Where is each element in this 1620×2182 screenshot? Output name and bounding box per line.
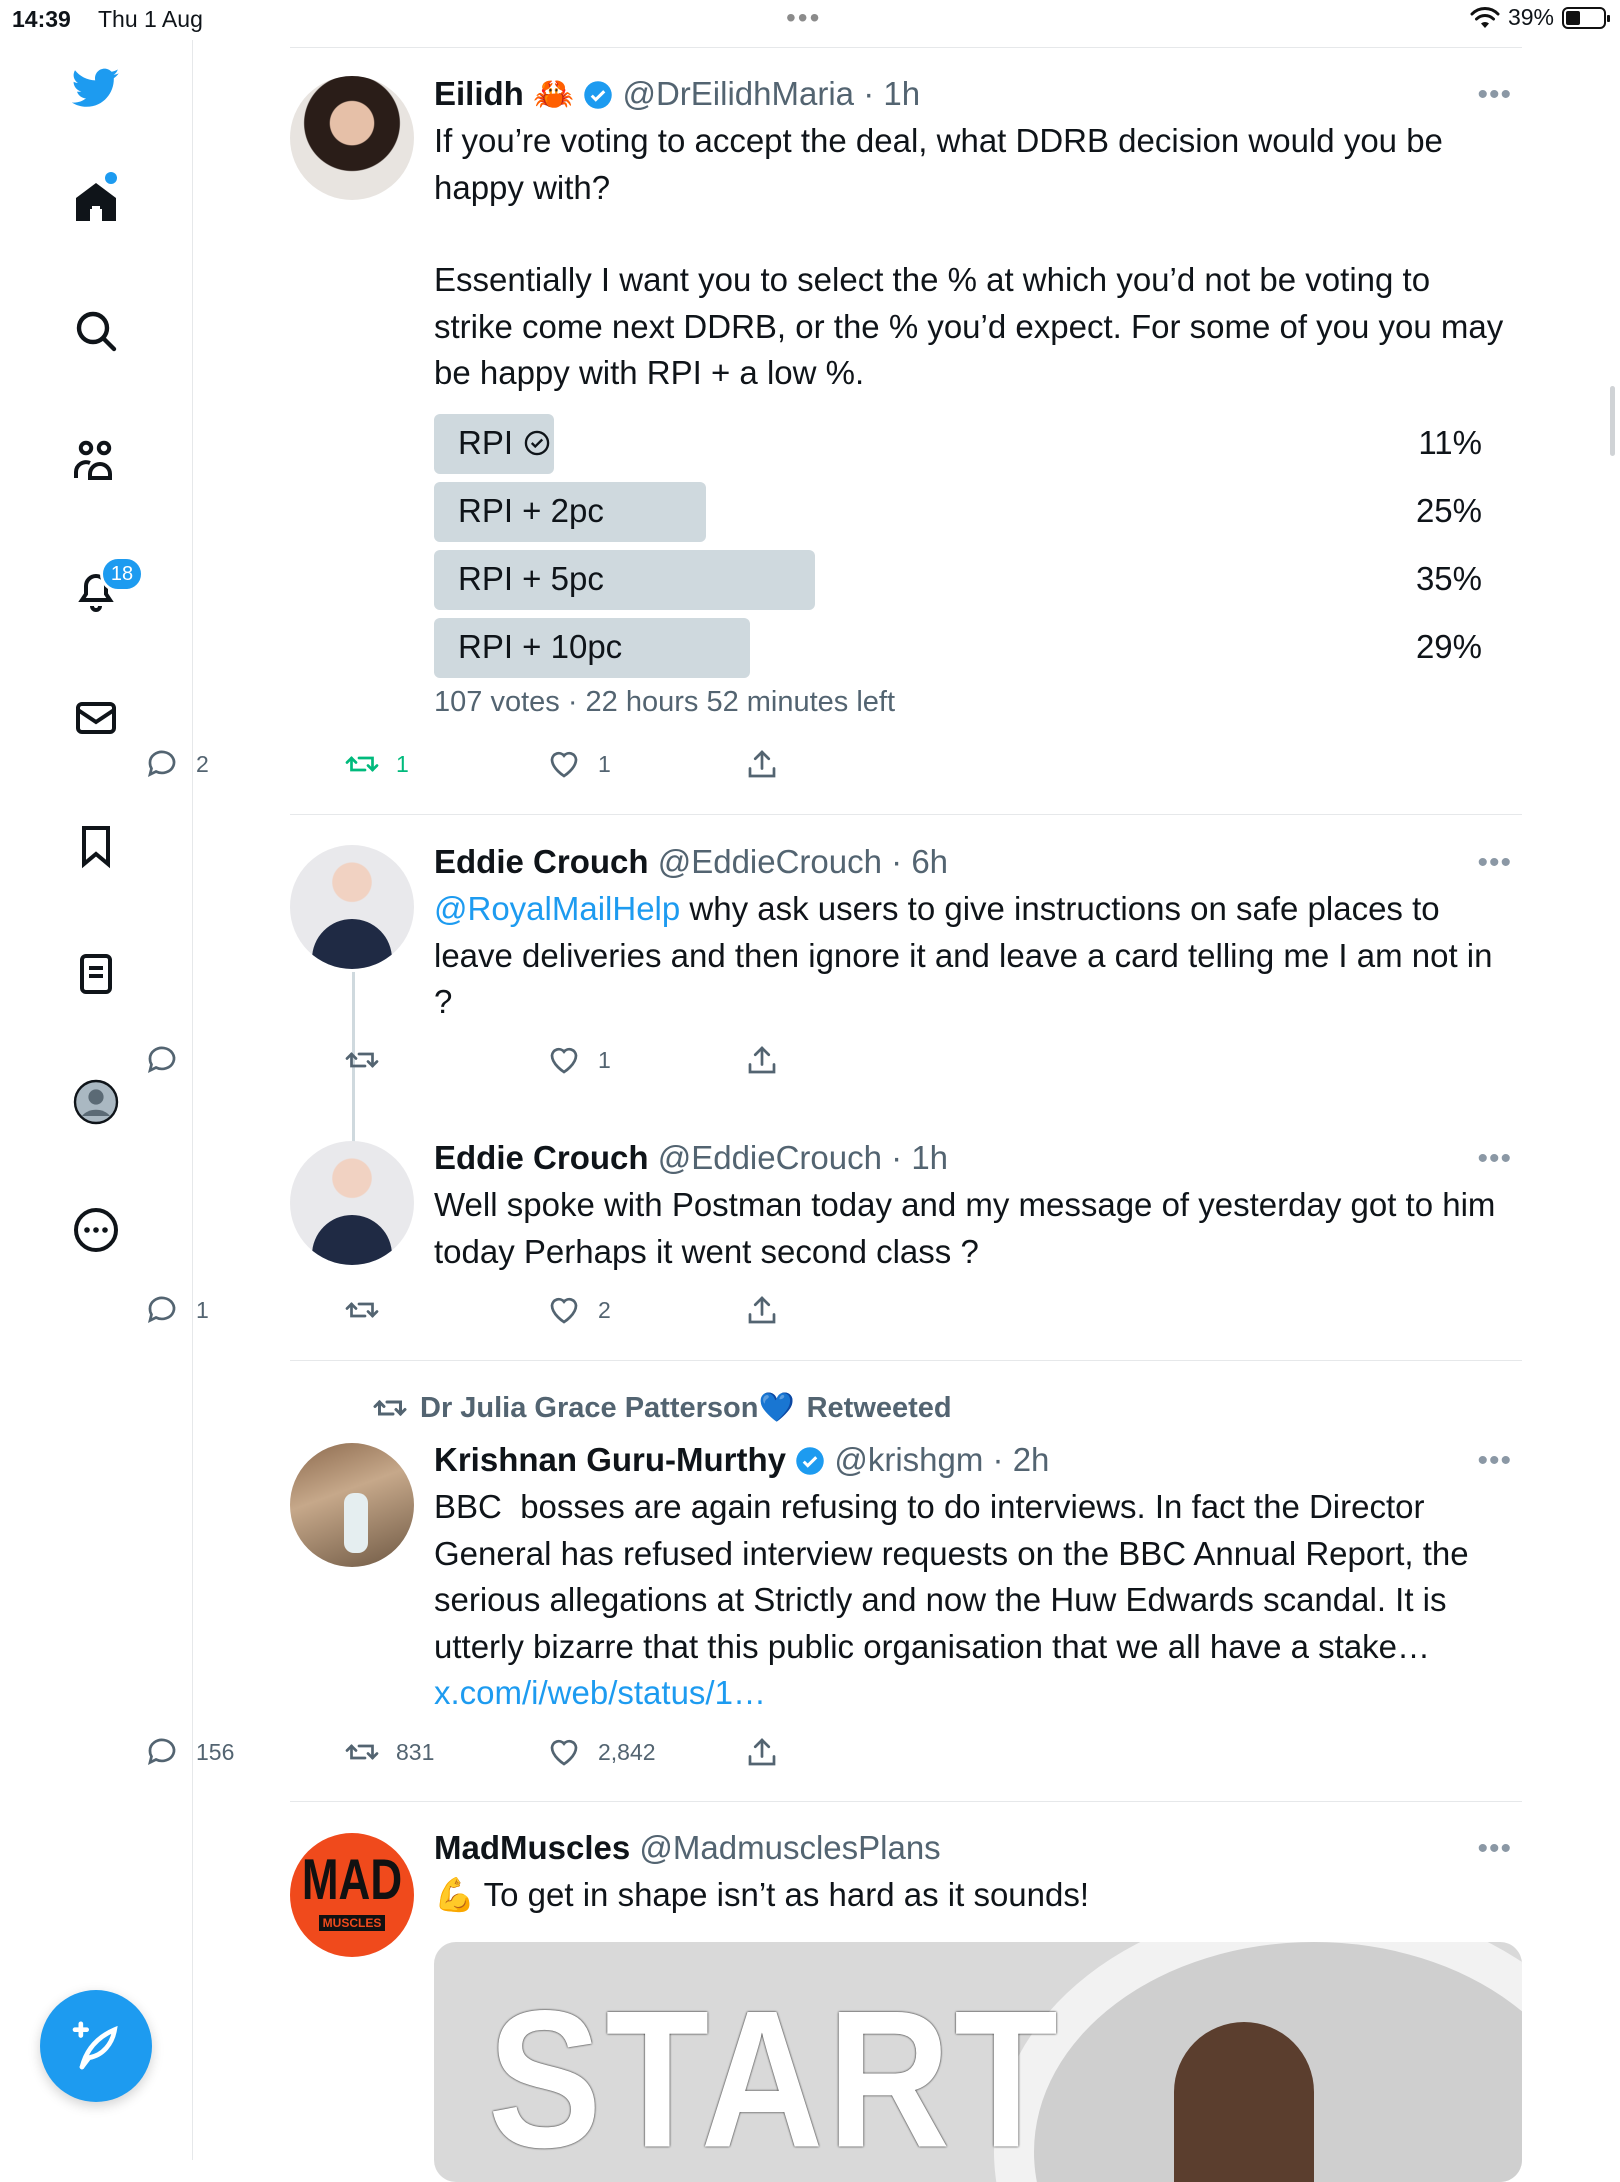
poll-option-percent: 25% — [1415, 492, 1482, 529]
battery-icon — [1562, 7, 1606, 29]
messages-icon[interactable] — [70, 692, 122, 744]
tweet-krishnan-guru-murthy[interactable] — [290, 1438, 1522, 1738]
compose-feather-icon — [68, 2018, 124, 2074]
tweet-text: 💪 To get in shape isn’t as hard as it sounds! — [434, 1876, 1090, 1913]
status-time: 14:39 — [12, 6, 71, 32]
tweet-header — [434, 72, 1514, 116]
lists-icon[interactable] — [70, 948, 122, 1000]
tweet-header — [434, 1136, 1514, 1180]
share-button[interactable] — [744, 1292, 780, 1328]
share-button[interactable] — [744, 746, 780, 782]
heart-icon — [546, 746, 582, 782]
share-icon — [744, 746, 780, 782]
tweet-time[interactable]: · 6h — [891, 843, 949, 880]
status-right — [1470, 4, 1606, 31]
divider — [290, 47, 1522, 48]
search-icon[interactable] — [70, 305, 122, 357]
retweet-icon — [344, 1292, 380, 1328]
poll-option-percent: 35% — [1415, 560, 1482, 597]
madmuscles-logo[interactable]: MAD MUSCLES — [290, 1833, 414, 1957]
bookmarks-icon[interactable] — [70, 820, 122, 872]
share-icon — [744, 1292, 780, 1328]
status-date: Thu 1 Aug — [98, 6, 203, 32]
retweeted-by-label[interactable] — [372, 1390, 952, 1426]
media-overlay-text: START — [488, 1970, 1062, 2182]
reply-icon — [144, 1292, 180, 1328]
tweet-link[interactable]: x.com/i/web/status/1… — [434, 1674, 766, 1711]
divider — [290, 1801, 1522, 1802]
share-button[interactable] — [744, 1042, 780, 1078]
divider — [290, 1360, 1522, 1361]
multitasking-dots-icon[interactable]: ••• — [786, 2, 822, 33]
tweet-header — [434, 1826, 1514, 1870]
poll-option-label: RPI + 10pc — [458, 628, 623, 665]
like-button[interactable]: 1 — [546, 1042, 611, 1078]
author-name[interactable]: MadMuscles — [434, 1829, 631, 1866]
poll-option-percent: 11% — [1418, 424, 1482, 461]
author-handle[interactable]: @EddieCrouch — [657, 843, 882, 880]
poll — [434, 414, 1504, 719]
twitter-logo-icon[interactable] — [70, 62, 122, 114]
tweet-text: Well spoke with Postman today and my message of yesterday got to him today Perhaps it went second class ? — [434, 1186, 1505, 1270]
poll-option-percent: 29% — [1415, 628, 1482, 665]
reply-icon — [144, 746, 180, 782]
more-options-icon[interactable] — [70, 1204, 122, 1256]
more-icon[interactable]: ••• — [1477, 846, 1512, 879]
avatar[interactable] — [290, 76, 414, 200]
retweeter-name[interactable]: Dr Julia Grace Patterson💙 — [420, 1392, 795, 1424]
poll-option-label: RPI — [458, 424, 551, 462]
retweet-button[interactable] — [344, 1292, 396, 1328]
scrollbar-thumb[interactable] — [1610, 386, 1615, 456]
like-button[interactable]: 2,842 — [546, 1734, 656, 1770]
tweet-actions — [144, 1042, 1144, 1082]
reply-button[interactable]: 2 — [144, 746, 209, 782]
mention-link[interactable]: @RoyalMailHelp — [434, 890, 681, 927]
share-icon — [744, 1734, 780, 1770]
tweet-time[interactable]: · 1h — [891, 1139, 949, 1176]
tweet-time[interactable]: · 2h — [992, 1441, 1050, 1478]
poll-meta: 107 votes · 22 hours 52 minutes left — [434, 686, 896, 718]
poll-selected-check-icon — [523, 429, 551, 457]
divider — [290, 814, 1522, 815]
reply-button[interactable] — [144, 1042, 196, 1078]
tweet-text: @RoyalMailHelp why ask users to give instructions on safe places to leave deliveries and then ignore it and leave a card telling me I am not in ? — [434, 890, 1502, 1020]
poll-option[interactable] — [434, 414, 1504, 474]
profile-avatar-icon[interactable] — [70, 1076, 122, 1128]
author-handle[interactable]: @DrEilidhMaria — [622, 75, 855, 112]
more-icon[interactable]: ••• — [1477, 78, 1512, 111]
home-unread-dot — [105, 172, 117, 184]
tweet-media-image[interactable] — [434, 1942, 1522, 2182]
share-button[interactable] — [744, 1734, 780, 1770]
tweet-actions — [144, 1734, 1144, 1774]
author-name[interactable]: Eilidh — [434, 75, 524, 112]
tweet-time[interactable]: · 1h — [863, 75, 921, 112]
tweet-text: BBC bosses are again refusing to do interviews. In fact the Director General has refused interview requests on the BBC Annual Report, the serious allegations at Strictly and now the Huw Edwards scandal. It is utterly bizarre that this public organisation that we all have a stake… — [434, 1488, 1478, 1665]
tweet-actions — [144, 746, 1144, 786]
author-name[interactable]: Eddie Crouch — [434, 843, 649, 880]
author-name[interactable]: Eddie Crouch — [434, 1139, 649, 1176]
battery-percent: 39% — [1507, 4, 1554, 30]
author-handle[interactable]: @krishgm — [834, 1441, 984, 1478]
reply-icon — [144, 1042, 180, 1078]
tweet-text-paragraph-1: If you’re voting to accept the deal, what DDRB decision would you be happy with? — [434, 122, 1453, 206]
verified-badge-icon — [795, 1446, 825, 1476]
retweet-icon — [344, 1042, 380, 1078]
retweet-button[interactable]: 1 — [344, 746, 409, 782]
retweet-icon — [344, 746, 380, 782]
avatar[interactable] — [290, 1443, 414, 1567]
tweet-actions — [144, 1292, 1144, 1332]
avatar[interactable] — [290, 845, 414, 969]
reply-button[interactable]: 156 — [144, 1734, 234, 1770]
share-icon — [744, 1042, 780, 1078]
poll-option[interactable] — [434, 482, 1504, 542]
home-icon[interactable] — [70, 176, 122, 228]
retweeted-text: Retweeted — [806, 1391, 952, 1424]
more-icon[interactable]: ••• — [1477, 1832, 1512, 1865]
reply-button[interactable]: 1 — [144, 1292, 209, 1328]
retweet-button[interactable]: 831 — [344, 1734, 434, 1770]
like-button[interactable]: 2 — [546, 1292, 611, 1328]
tweet-text-paragraph-2: Essentially I want you to select the % at which you’d not be voting to strike come next DDRB, or the % you’d expect. For some of you you may be happy with RPI + a low %. — [434, 261, 1513, 391]
communities-icon[interactable] — [70, 434, 122, 486]
notifications-badge: 18 — [100, 556, 144, 592]
crab-emoji: 🦀 — [533, 75, 575, 112]
poll-option-label: RPI + 5pc — [458, 560, 604, 597]
reply-icon — [144, 1734, 180, 1770]
verified-badge-icon — [583, 80, 613, 110]
poll-option[interactable] — [434, 550, 1504, 610]
author-handle[interactable]: @EddieCrouch — [657, 1139, 882, 1176]
tweet-header — [434, 840, 1514, 884]
tweet-header — [434, 1438, 1514, 1482]
status-bar — [0, 0, 1620, 40]
author-name[interactable]: Krishnan Guru-Murthy — [434, 1441, 786, 1478]
retweet-icon — [344, 1734, 380, 1770]
retweet-icon — [372, 1390, 408, 1426]
heart-icon — [546, 1734, 582, 1770]
heart-icon — [546, 1292, 582, 1328]
poll-option-label: RPI + 2pc — [458, 492, 604, 529]
more-icon[interactable]: ••• — [1477, 1142, 1512, 1175]
wifi-icon — [1470, 6, 1500, 30]
heart-icon — [546, 1042, 582, 1078]
poll-option[interactable] — [434, 618, 1504, 678]
author-handle[interactable]: @MadmusclesPlans — [639, 1829, 941, 1866]
more-icon[interactable]: ••• — [1477, 1444, 1512, 1477]
compose-tweet-button[interactable] — [40, 1990, 152, 2102]
like-button[interactable]: 1 — [546, 746, 611, 782]
retweet-button[interactable] — [344, 1042, 396, 1078]
avatar[interactable] — [290, 1141, 414, 1265]
